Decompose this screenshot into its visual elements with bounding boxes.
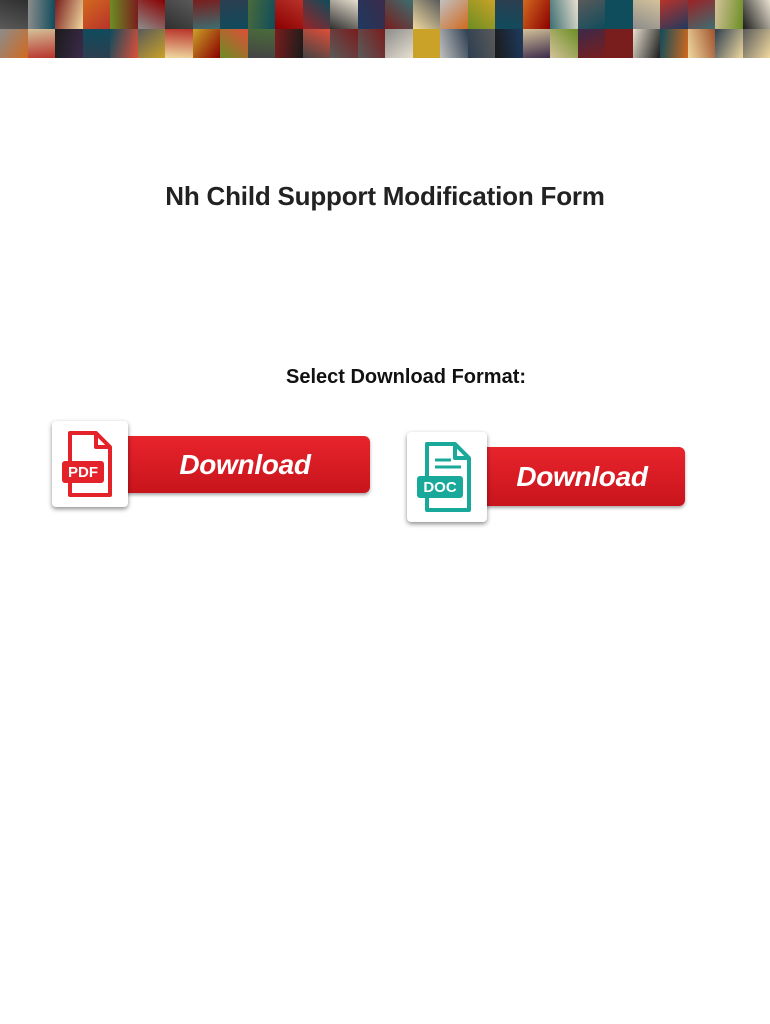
collage-tile <box>495 0 523 29</box>
collage-tile <box>275 0 303 29</box>
collage-tile <box>303 0 331 29</box>
select-format-label: Select Download Format: <box>285 366 527 388</box>
collage-tile <box>605 0 633 29</box>
collage-tile <box>83 0 111 29</box>
collage-tile <box>688 29 716 58</box>
collage-tile <box>138 0 166 29</box>
collage-tile <box>550 29 578 58</box>
collage-tile <box>0 0 28 29</box>
doc-download-button[interactable] <box>405 432 687 524</box>
collage-tile <box>248 29 276 58</box>
collage-tile <box>330 29 358 58</box>
page-title: Nh Child Support Modification Form <box>165 181 605 211</box>
collage-tile <box>660 0 688 29</box>
collage-tile <box>633 0 661 29</box>
collage-tile <box>55 29 83 58</box>
collage-tile <box>0 29 28 58</box>
collage-tile <box>468 29 496 58</box>
collage-tile <box>385 29 413 58</box>
collage-tile <box>358 29 386 58</box>
pdf-download-banner[interactable] <box>120 436 370 493</box>
collage-tile <box>165 0 193 29</box>
collage-tile <box>220 0 248 29</box>
collage-tile <box>440 0 468 29</box>
pdf-download-label: Download <box>179 448 311 480</box>
doc-download-label: Download <box>516 460 648 492</box>
collage-tile <box>110 0 138 29</box>
collage-tile <box>660 29 688 58</box>
pdf-icon-label: PDF <box>68 464 98 481</box>
collage-tile <box>578 29 606 58</box>
collage-tile <box>220 29 248 58</box>
collage-tile <box>440 29 468 58</box>
doc-download-banner[interactable] <box>479 447 685 506</box>
collage-tile <box>688 0 716 29</box>
collage-tile <box>468 0 496 29</box>
collage-tile <box>715 0 743 29</box>
collage-tile <box>330 0 358 29</box>
pdf-file-icon <box>52 421 128 507</box>
pdf-download-button[interactable] <box>50 421 322 509</box>
doc-icon-label: DOC <box>423 479 457 496</box>
collage-tile <box>28 29 56 58</box>
collage-tile <box>523 0 551 29</box>
collage-tile <box>303 29 331 58</box>
collage-tile <box>110 29 138 58</box>
collage-tile <box>523 29 551 58</box>
doc-file-icon <box>407 432 487 522</box>
collage-tile <box>138 29 166 58</box>
collage-tile <box>275 29 303 58</box>
collage-tile <box>28 0 56 29</box>
collage-tile <box>83 29 111 58</box>
collage-tile <box>605 29 633 58</box>
collage-tile <box>358 0 386 29</box>
collage-tile <box>715 29 743 58</box>
collage-tile <box>165 29 193 58</box>
collage-tile <box>633 29 661 58</box>
collage-tile <box>55 0 83 29</box>
collage-tile <box>385 0 413 29</box>
collage-tile <box>743 0 770 29</box>
collage-tile <box>413 0 441 29</box>
collage-tile <box>550 0 578 29</box>
collage-tile <box>743 29 770 58</box>
collage-tile <box>248 0 276 29</box>
collage-tile <box>495 29 523 58</box>
collage-tile <box>193 29 221 58</box>
collage-tile <box>413 29 441 58</box>
header-collage-banner <box>0 0 770 58</box>
collage-tile <box>193 0 221 29</box>
collage-tile <box>578 0 606 29</box>
